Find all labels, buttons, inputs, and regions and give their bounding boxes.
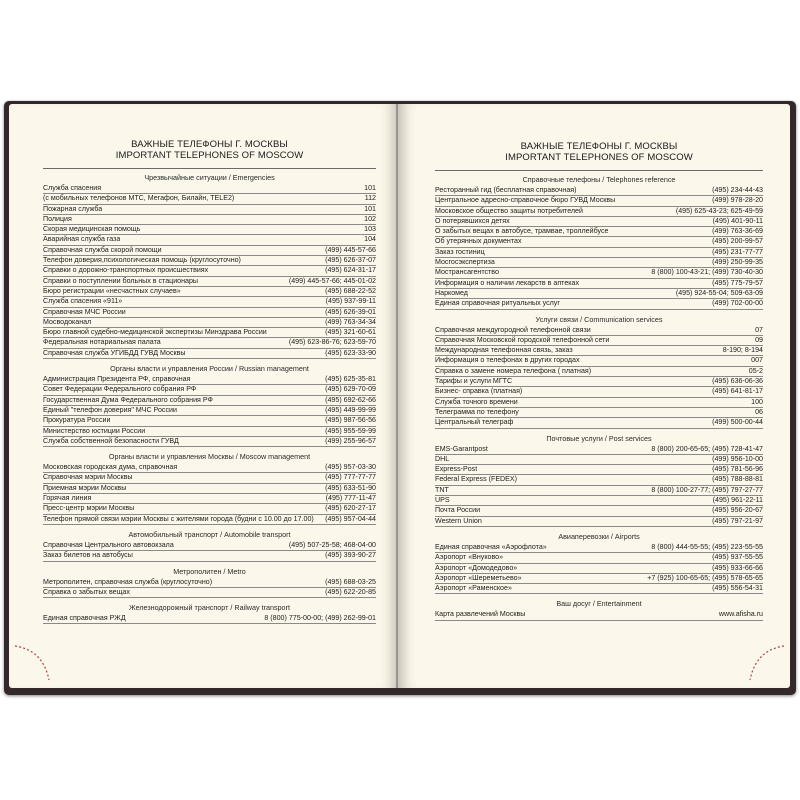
phone-entry — [435, 475, 763, 485]
phone-entry — [43, 287, 376, 297]
entry-phone: (495) 956-20-67 — [712, 506, 763, 515]
entry-name: Московское общество защиты потребителей — [435, 206, 583, 215]
entry-name: Московская городская дума, справочная — [43, 463, 178, 472]
section-heading: Органы власти и управления России / Russian management — [110, 364, 309, 374]
phone-entry — [43, 184, 376, 194]
entry-name: Телефон прямой связи мэрии Москвы с жителями города (будни с 10.00 до 17.00) — [43, 514, 314, 523]
phone-entry — [435, 289, 763, 299]
entry-phone: (495) 781-56-96 — [712, 465, 763, 474]
entry-phone: 104 — [364, 235, 376, 244]
entry-phone: (499) 763-36-69 — [712, 227, 763, 236]
phone-entry — [435, 336, 763, 346]
entry-phone: (495) 777-77-77 — [325, 473, 376, 482]
left-page-title — [43, 139, 376, 161]
entry-name: Скорая медицинская помощь — [43, 225, 141, 234]
entry-phone: (495) 620-27-17 — [325, 504, 376, 513]
entry-name: Об утерянных документах — [435, 237, 522, 246]
entry-name: Совет Федерации Федерального собрания РФ — [43, 385, 197, 394]
left-page — [9, 104, 398, 688]
entry-phone: (495) 987-56-56 — [325, 416, 376, 425]
phone-entry — [43, 308, 376, 318]
entry-phone: 101 — [364, 184, 376, 192]
entry-phone: (495) 957-04-44 — [325, 514, 376, 523]
left-title-rule — [43, 168, 376, 169]
phone-entry — [43, 541, 376, 551]
entry-name: Справка о замене номера телефона ( платная) — [435, 366, 592, 375]
entry-name: Единая справочная ритуальных услуг — [435, 299, 560, 308]
entry-phone: (495) 957-03-30 — [325, 463, 376, 472]
entry-phone: (495) 924-55-04; 509-63-09 — [675, 288, 763, 297]
entry-phone: (495) 622-20-85 — [325, 587, 376, 596]
phone-entry — [435, 326, 763, 336]
entry-phone: (495) 692-62-66 — [325, 395, 376, 404]
section-heading: Чрезвычайные ситуации / Emergencies — [144, 173, 275, 182]
entry-name: Аэропорт «Шереметьево» — [435, 573, 522, 582]
right-title-rule — [435, 170, 763, 171]
entry-name: Администрация Президента РФ, справочная — [43, 375, 191, 384]
entry-name: Министерство юстиции России — [43, 426, 146, 435]
entry-name: Международная телефонная связь, заказ — [435, 346, 573, 355]
section-heading: Метрополитен / Metro — [173, 566, 246, 576]
phone-entry — [435, 445, 763, 455]
entry-phone: (495) 788-88-81 — [712, 475, 763, 484]
entry-name: Служба собственной безопасности ГУВД — [43, 436, 179, 445]
entry-phone: 8 (800) 100-27-77; (495) 797-27-77 — [651, 485, 763, 494]
phone-entry — [435, 610, 763, 620]
entry-name: Аэропорт «Домодедово» — [435, 563, 518, 572]
entry-phone: (499) 445-57-66; 445-01-02 — [288, 276, 376, 285]
entry-phone: 05-2 — [748, 366, 763, 375]
phone-entry — [43, 504, 376, 514]
phone-entry — [43, 427, 376, 437]
left-title-ru: ВАЖНЫЕ ТЕЛЕФОНЫ Г. МОСКВЫ — [131, 139, 288, 150]
left-title-en: IMPORTANT TELEPHONES OF MOSCOW — [115, 150, 304, 161]
entry-phone: 103 — [364, 225, 376, 234]
entry-name: Бизнес- справка (платная) — [435, 387, 523, 396]
phone-entry — [435, 496, 763, 506]
entry-name: Справочная служба скорой помощи — [43, 245, 162, 254]
entry-phone: (495) 629-70-09 — [325, 385, 376, 394]
entry-name: Служба спасения «911» — [43, 297, 123, 306]
phone-entry — [435, 486, 763, 496]
section-heading: Ваш досуг / Entertainment — [556, 599, 642, 609]
phone-entry — [435, 506, 763, 516]
entry-phone: (495) 937-55-55 — [712, 553, 763, 562]
entry-name: Справка о забытых вещах — [43, 587, 130, 596]
entry-name: Информация о телефонах в других городах — [435, 356, 580, 365]
entry-name: Аэропорт «Внуково» — [435, 553, 504, 562]
entry-name: Полиция — [43, 214, 72, 223]
phone-entry — [43, 473, 376, 483]
entry-phone: (495) 624-31-17 — [325, 266, 376, 275]
entry-phone: (495) 625-43-23; 625-49-59 — [675, 206, 763, 215]
phone-entry — [435, 227, 763, 237]
entry-phone: 8 (800) 100-43-21; (499) 730-40-30 — [651, 268, 763, 277]
entry-phone: (495) 641-81-17 — [712, 387, 763, 396]
phone-entry — [43, 437, 376, 447]
entry-phone: (495) 626-37-07 — [325, 256, 376, 265]
right-title-en: IMPORTANT TELEPHONES OF MOSCOW — [505, 152, 693, 163]
entry-phone: (495) 234-44-43 — [712, 186, 763, 194]
entry-name: Метрополитен, справочная служба (круглосуточно) — [43, 577, 213, 586]
entry-phone: (495) 961-22-11 — [712, 496, 763, 505]
phone-entry — [43, 463, 376, 473]
phone-entry — [435, 408, 763, 418]
phone-entry — [435, 517, 763, 527]
entry-phone: (495) 321-60-61 — [325, 328, 376, 337]
entry-name: Пожарная служба — [43, 204, 103, 213]
phone-entry — [435, 465, 763, 475]
entry-name: Справочная служба УГИБДД ГУВД Москвы — [43, 348, 186, 357]
entry-phone: (495) 633-51-90 — [325, 483, 376, 492]
right-page — [398, 104, 790, 688]
phone-entry — [435, 196, 763, 206]
entry-name: Центральный телеграф — [435, 418, 514, 427]
entry-name: Мосводоканал — [43, 317, 92, 326]
entry-name: Телефон доверия,психологическая помощь (круглосуточно) — [43, 256, 241, 265]
phone-entry — [43, 328, 376, 338]
entry-name: Единая справочная «Аэрофлота» — [435, 542, 547, 551]
entry-name: DHL — [435, 454, 450, 463]
entry-phone: (495) 688-03-25 — [325, 577, 376, 586]
entry-name: О потерявшихся детях — [435, 216, 510, 225]
phone-entry — [43, 406, 376, 416]
entry-name: Телеграмма по телефону — [435, 407, 519, 416]
entry-phone: 8 (800) 200-65-65; (495) 728-41-47 — [651, 444, 763, 453]
phone-entry — [43, 614, 376, 624]
entry-name: Наркомед — [435, 288, 468, 297]
entry-phone: (495) 626-39-01 — [325, 307, 376, 316]
entry-phone: 101 — [364, 204, 376, 213]
phone-entry — [435, 237, 763, 247]
phone-entry — [435, 346, 763, 356]
phone-entry — [435, 279, 763, 289]
right-title-ru: ВАЖНЫЕ ТЕЛЕФОНЫ Г. МОСКВЫ — [520, 141, 678, 152]
entry-name: Центральное адресно-справочное бюро ГУВД Москвы — [435, 196, 616, 205]
entry-phone: +7 (925) 100-65-65; (495) 578-65-65 — [647, 573, 763, 582]
corner-stitch-icon — [13, 642, 53, 682]
phone-entry — [43, 494, 376, 504]
entry-name: Справочная Московской городской телефонной сети — [435, 335, 610, 344]
entry-phone: 09 — [755, 335, 763, 344]
phone-entry — [435, 398, 763, 408]
entry-name: Служба точного времени — [435, 397, 518, 406]
entry-name: Бюро главной судебно-медицинской экспертизы Минздрава России — [43, 328, 267, 337]
phone-entry — [43, 318, 376, 328]
corner-stitch-icon — [746, 642, 786, 682]
entry-name: Заказ гостиниц — [435, 247, 485, 256]
left-phone-list — [43, 173, 376, 624]
entry-name: Express-Post — [435, 465, 478, 474]
entry-name: (с мобильных телефонов МТС, Мегафон, Билайн, TELE2) — [43, 194, 235, 203]
phone-entry — [43, 349, 376, 359]
phone-entry — [435, 584, 763, 594]
entry-phone: 07 — [755, 325, 763, 334]
entry-phone: (495) 797-21-97 — [712, 516, 763, 525]
entry-name: Справки о дорожно-транспортных происшествиях — [43, 266, 209, 275]
phone-entry — [435, 207, 763, 217]
entry-name: Western Union — [435, 516, 482, 525]
entry-name: Federal Express (FEDEX) — [435, 475, 517, 484]
entry-phone: 8 (800) 775-00-00; (499) 262-99-01 — [264, 614, 376, 623]
entry-phone: (499) 978-28-20 — [712, 196, 763, 205]
phone-entry — [43, 205, 376, 215]
left-page-content — [43, 104, 376, 624]
entry-phone: 8-190; 8-194 — [722, 346, 763, 355]
phone-entry — [43, 277, 376, 287]
right-page-title — [435, 141, 763, 163]
phone-entry — [435, 564, 763, 574]
entry-phone: (495) 200-99-57 — [712, 237, 763, 246]
phone-entry — [435, 574, 763, 584]
entry-name: Справочная Центрального автовокзала — [43, 540, 174, 549]
entry-phone: (495) 449-99-99 — [325, 405, 376, 414]
entry-name: Заказ билетов на автобусы — [43, 551, 133, 560]
entry-name: Единый "телефон доверия" МЧС России — [43, 405, 177, 414]
section-heading: Органы власти и управления Москвы / Moscow management — [108, 452, 311, 462]
entry-phone: (495) 507-25-58; 468-04-00 — [288, 540, 376, 549]
entry-name: Приемная мэрии Москвы — [43, 483, 127, 492]
entry-phone: 102 — [364, 214, 376, 223]
entry-name: Справочная МЧС России — [43, 307, 126, 316]
entry-name: Справочная мэрии Москвы — [43, 473, 133, 482]
section-heading: Почтовые услуги / Post services — [546, 433, 652, 443]
entry-phone: (495) 636-06-36 — [712, 377, 763, 386]
entry-name: EMS-Garantpost — [435, 444, 488, 453]
phone-entry — [435, 553, 763, 563]
section-heading: Справочные телефоны / Telephones reference — [522, 175, 676, 184]
phone-entry — [43, 194, 376, 204]
phone-entry — [435, 356, 763, 366]
entry-name: Тарифы и услуги МГТС — [435, 377, 513, 386]
entry-name: Единая справочная РЖД — [43, 614, 126, 623]
entry-name: Аэропорт «Раменское» — [435, 584, 512, 593]
entry-name: Мосгосэкспертиза — [435, 258, 495, 267]
section-heading: Услуги связи / Communication services — [535, 314, 663, 324]
entry-phone: 112 — [364, 194, 376, 203]
entry-name: Карта развлечений Москвы — [435, 610, 526, 619]
entry-phone: 06 — [755, 407, 763, 416]
entry-phone: (499) 255-96-57 — [325, 436, 376, 445]
entry-name: Мострансагентство — [435, 268, 499, 277]
entry-name: UPS — [435, 496, 450, 505]
entry-phone: (499) 956-10-00 — [712, 454, 763, 463]
entry-name: Пресс-центр мэрии Москвы — [43, 504, 135, 513]
entry-phone: (495) 775-79-57 — [712, 278, 763, 287]
phone-entry — [43, 256, 376, 266]
phone-entry — [43, 551, 376, 561]
phone-entry — [435, 543, 763, 553]
entry-phone: (499) 763-34-34 — [325, 317, 376, 326]
section-heading: Автомобильный транспорт / Automobile transport — [128, 529, 291, 539]
phone-entry — [43, 588, 376, 598]
entry-name: Аварийная служба газа — [43, 235, 121, 244]
entry-phone: 007 — [751, 356, 763, 365]
entry-phone: (495) 937-99-11 — [325, 297, 376, 306]
entry-name: TNT — [435, 485, 449, 494]
phone-entry — [435, 377, 763, 387]
entry-phone: (495) 933-66-66 — [712, 563, 763, 572]
phone-entry — [43, 396, 376, 406]
entry-phone: (495) 623-33-90 — [325, 348, 376, 357]
phone-entry — [43, 484, 376, 494]
entry-phone: (495) 623-86-76; 623-59-70 — [288, 338, 376, 347]
entry-name: Государственная Дума Федерального собрания РФ — [43, 395, 213, 404]
phone-entry — [43, 235, 376, 245]
entry-name: Ресторанный гид (бесплатная справочная) — [435, 186, 577, 194]
entry-name: Справочная междугородной телефонной связи — [435, 325, 591, 334]
entry-phone: 100 — [751, 397, 763, 406]
entry-name: О забытых вещах в автобусе, трамвае, троллейбусе — [435, 227, 609, 236]
entry-name: Информация о наличии лекарств в аптеках — [435, 278, 580, 287]
entry-phone: www.afisha.ru — [718, 610, 763, 619]
section-heading: Железнодорожный транспорт / Railway transport — [129, 603, 290, 613]
entry-phone: 8 (800) 444-55-55; (495) 223-55-55 — [651, 542, 763, 551]
entry-name: Горячая линия — [43, 494, 92, 503]
entry-phone: (495) 556-54-31 — [712, 584, 763, 593]
phone-entry — [43, 297, 376, 307]
entry-phone: (495) 777-11-47 — [325, 494, 376, 503]
entry-phone: (499) 500-00-44 — [712, 418, 763, 427]
entry-name: Прокуратура России — [43, 416, 111, 425]
entry-phone: (495) 231-77-77 — [712, 247, 763, 256]
entry-name: Справки о поступлении больных в стационары — [43, 276, 199, 285]
entry-phone: (495) 625-35-81 — [325, 375, 376, 384]
phone-entry — [43, 215, 376, 225]
phone-entry — [43, 515, 376, 525]
section-heading: Авиаперевозки / Airports — [558, 531, 640, 541]
phone-entry — [435, 258, 763, 268]
phone-entry — [435, 248, 763, 258]
entry-phone: (499) 702-00-00 — [712, 299, 763, 308]
phone-entry — [43, 225, 376, 235]
entry-phone: (499) 250-99-35 — [712, 258, 763, 267]
entry-name: Служба спасения — [43, 184, 102, 192]
phone-entry — [43, 416, 376, 426]
phone-entry — [435, 186, 763, 196]
phone-entry — [43, 375, 376, 385]
phone-entry — [435, 367, 763, 377]
entry-phone: (495) 688-22-52 — [325, 286, 376, 295]
phone-entry — [435, 455, 763, 465]
right-phone-list — [435, 175, 763, 621]
phone-entry — [43, 338, 376, 348]
entry-phone: (495) 955-59-99 — [325, 426, 376, 435]
phone-entry — [43, 266, 376, 276]
right-page-content — [435, 104, 763, 621]
phone-entry — [435, 418, 763, 428]
entry-name: Федеральная нотариальная палата — [43, 338, 161, 347]
entry-phone: (495) 393-90-27 — [325, 551, 376, 560]
phone-entry — [435, 268, 763, 278]
entry-phone: (495) 401-90-11 — [712, 216, 763, 225]
phone-entry — [435, 299, 763, 309]
phone-entry — [43, 246, 376, 256]
entry-name: Почта России — [435, 506, 481, 515]
phone-entry — [435, 217, 763, 227]
phone-entry — [435, 387, 763, 397]
phone-entry — [43, 578, 376, 588]
entry-name: Бюро регистрации «несчастных случаев» — [43, 286, 181, 295]
entry-phone: (499) 445-57-66 — [325, 245, 376, 254]
phone-entry — [43, 385, 376, 395]
